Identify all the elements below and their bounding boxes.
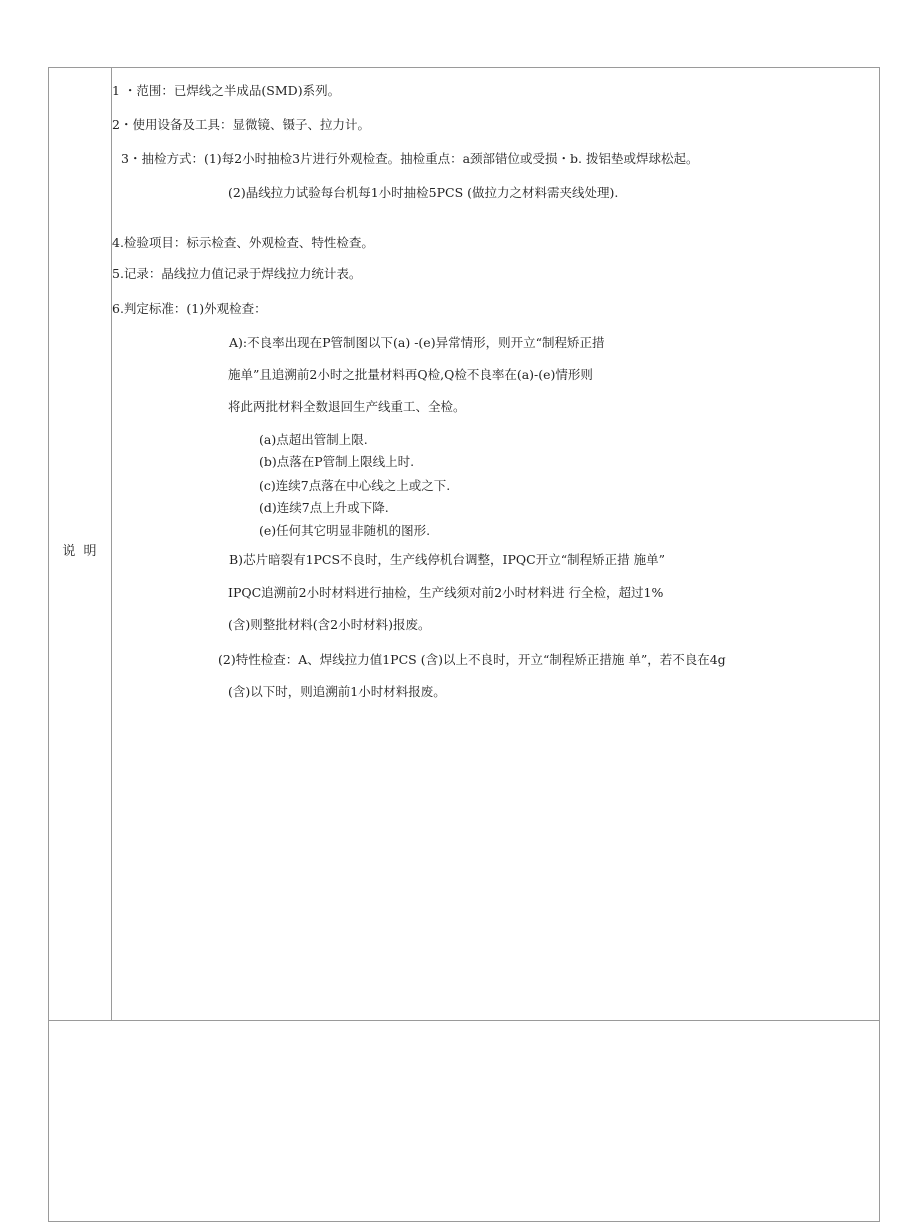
- criteria-a-line-3: 将此两批材料全数退回生产线重工、全检。: [228, 399, 466, 414]
- description-row: [49, 68, 879, 1021]
- content-cell: [112, 68, 879, 1020]
- criteria-b-line-1: B)芯片暗裂有1PCS不良时，生产线停机台调整，IPQC开立“制程矫正措 施单”: [229, 552, 665, 567]
- criteria-b-line-2: IPQC追溯前2小时材料进行抽检，生产线须对前2小时材料进 行全检，超过1%: [228, 585, 664, 600]
- document-table: [48, 67, 880, 1222]
- criteria-a-line-2: 施单”且追溯前2小时之批量材料再Q检,Q检不良率在(a)-(e)情形则: [228, 367, 593, 382]
- rule-d: (d)连续7点上升或下降.: [259, 500, 389, 515]
- label-cell: [49, 68, 112, 1020]
- record-line: 5.记录：晶线拉力值记录于焊线拉力统计表。: [112, 266, 362, 281]
- criteria-a-line-1: A):不良率出现在P管制图以下(a) -(e)异常情形，则开立“制程矫正措: [229, 335, 605, 350]
- empty-bottom-row: [49, 1021, 879, 1221]
- sampling-method-line: 3・抽检方式：(1)每2小时抽检3片进行外观检查。抽检重点：a颈部错位或受损・b. 拨铝垫或焊球松起。: [121, 151, 699, 166]
- criteria-line: 6.判定标准：(1)外观检查：: [112, 301, 267, 316]
- characteristic-check-line-2: (含)以下时，则追溯前1小时材料报废。: [228, 684, 446, 699]
- rule-c: (c)连续7点落在中心线之上或之下.: [259, 478, 451, 493]
- scope-line: 1 ・范围：已焊线之半成品(SMD)系列。: [112, 83, 341, 98]
- characteristic-check-line-1: (2)特性检查：A、焊线拉力值1PCS (含)以上不良时，开立“制程矫正措施 单”，若不良在4g: [218, 652, 726, 667]
- criteria-b-line-3: (含)则整批材料(含2小时材料)报废。: [228, 617, 431, 632]
- inspection-items-line: 4.检验项目：标示检查、外观检查、特性检查。: [112, 235, 374, 250]
- rule-e: (e)任何其它明显非随机的图形.: [259, 523, 431, 538]
- description-label: 说 明: [62, 544, 99, 559]
- rule-a: (a)点超出管制上限.: [259, 432, 368, 447]
- rule-b: (b)点落在P管制上限线上时.: [259, 454, 415, 469]
- pull-test-line: (2)晶线拉力试验每台机每1小时抽检5PCS (做拉力之材料需夹线处理).: [228, 185, 619, 200]
- equipment-line: 2・使用设备及工具：显微镜、镊子、拉力计。: [112, 117, 370, 132]
